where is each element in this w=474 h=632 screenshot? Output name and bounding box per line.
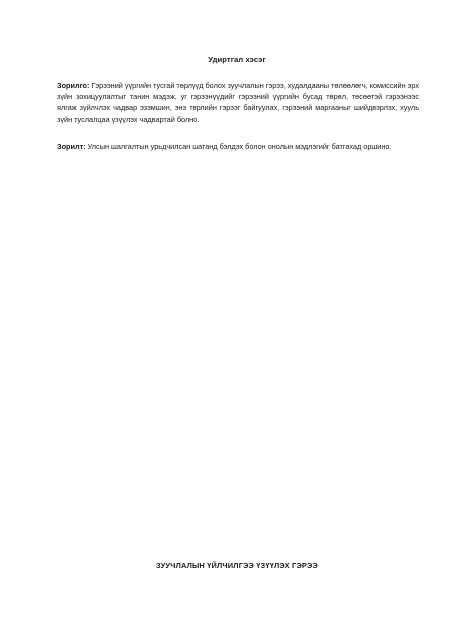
objective-text: Улсын шалгалтын урьдчилсан шатанд бэлдэх болон онолын мэдлэгийг батгахад оршино. [87,142,392,151]
goal-text: Гэрээний үүргийн тусгай төрлүүд болох зуучлалын гэрээ, худалдааны төлөөлөгч, комиссийн эрх зүйн зохицуулалтыг танин мэдэж, уг гэрээнүүдийг гэрээний үүргийн бусад төрөл, төсөөтэй гэрээнээс ялгаж зүйлчлэх чадвар эзэмшин, энэ төрлийн гэрээг байгуулах, гэрээний маргааныг шийдвэрлэх, хууль зүйн туслалцаа үзүүлэх чадвартай болно. [57,81,420,124]
objective-paragraph [57,141,419,152]
section-heading: Удиртгал хэсэг [208,55,266,64]
goal-label: Зорилго: [57,81,90,90]
goal-paragraph [57,80,419,125]
objective-label: Зорилт: [57,142,86,151]
contract-title: ЗУУЧЛАЛЫН ҮЙЛЧИЛГЭЭ ҮЗҮҮЛЭХ ГЭРЭЭ [156,561,318,570]
